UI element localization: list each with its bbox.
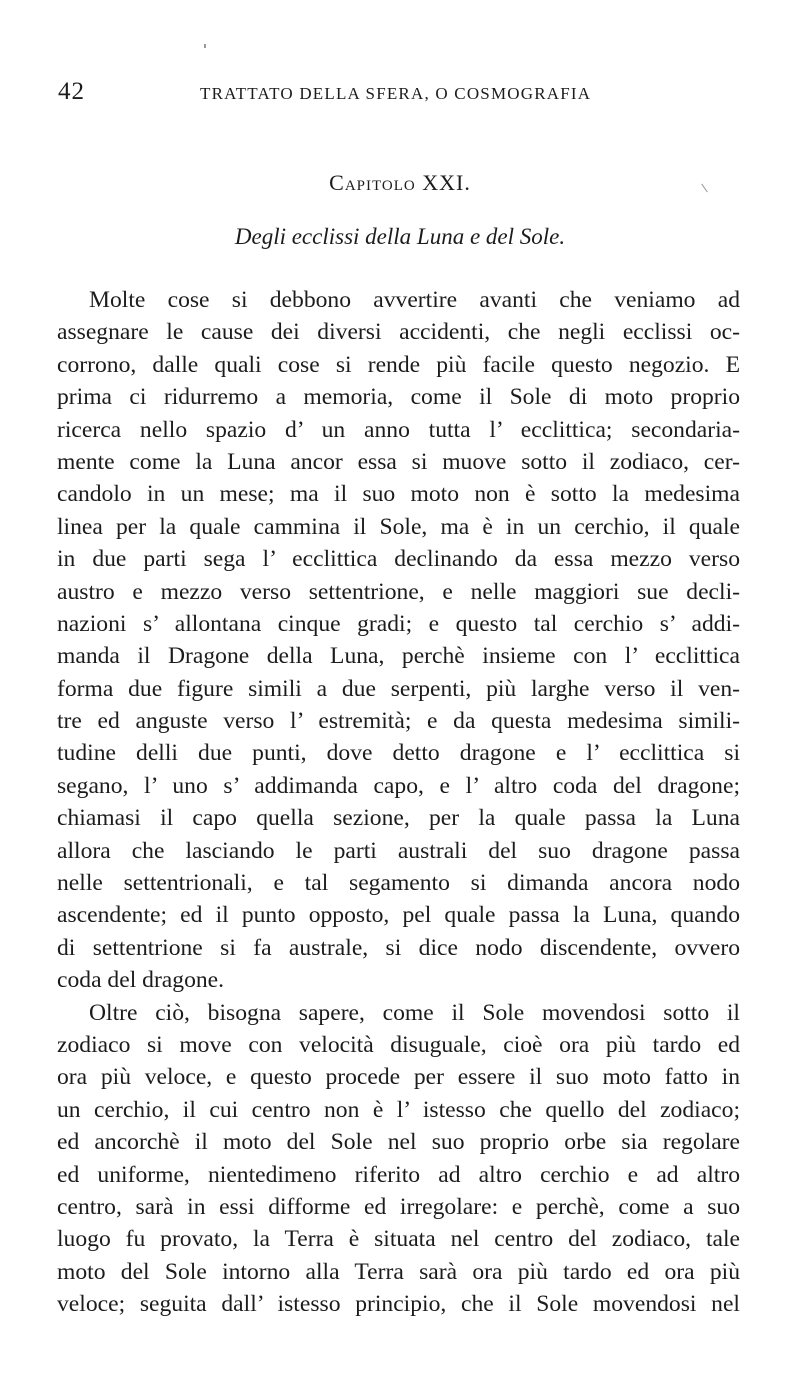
text-line: mente come la Luna ancor essa si muove sotto il zodiaco, cer-: [57, 448, 740, 475]
running-head: TRATTATO DELLA SFERA, O COSMOGRAFIA: [200, 84, 592, 103]
text-line: nelle settentrionali, e tal segamento si dimanda ancora nodo: [57, 870, 740, 897]
text-line: allora che lasciando le parti australi del suo dragone passa: [57, 837, 740, 864]
text-line: ascendente; ed il punto opposto, pel quale passa la Luna, quando: [57, 902, 740, 929]
text-line: ricerca nello spazio d’ un anno tutta l’ ecclittica; secondaria-: [57, 416, 740, 443]
text-line: zodiaco si move con velocità disuguale, cioè ora più tardo ed: [57, 1031, 740, 1058]
text-line: luogo fu provato, la Terra è situata nel centro del zodiaco, tale: [57, 1226, 740, 1253]
text-line: moto del Sole intorno alla Terra sarà ora più tardo ed ora più: [57, 1258, 740, 1285]
chapter-title: Capitolo XXI.: [329, 170, 471, 195]
text-line: forma due figure simili a due serpenti, più larghe verso il ven-: [57, 675, 740, 702]
text-line: tre ed anguste verso l’ estremità; e da questa medesima simili-: [57, 708, 740, 735]
text-line: segano, l’ uno s’ addimanda capo, e l’ altro coda del dragone;: [57, 772, 740, 799]
print-speck: [204, 44, 206, 48]
page-number: 42: [58, 78, 85, 105]
text-line: veloce; seguita dall’ istesso principio, che il Sole movendosi nel: [57, 1291, 740, 1318]
text-line: assegnare le cause dei diversi accidenti, che negli ecclissi oc-: [57, 319, 740, 346]
text-line: Oltre ciò, bisogna sapere, come il Sole movendosi sotto il: [89, 999, 740, 1026]
text-line: manda il Dragone della Luna, perchè insieme con l’ ecclittica: [57, 643, 740, 670]
text-line: un cerchio, il cui centro non è l’ istesso che quello del zodiaco;: [57, 1096, 740, 1123]
text-line: in due parti sega l’ ecclittica declinando da essa mezzo verso: [57, 546, 740, 573]
text-line: Molte cose si debbono avvertire avanti che veniamo ad: [89, 287, 740, 313]
text-line: corrono, dalle quali cose si rende più facile questo negozio. E: [57, 351, 740, 378]
body-text: [57, 284, 740, 1321]
text-line: centro, sarà in essi difforme ed irregolare: e perchè, come a suo: [57, 1193, 740, 1220]
text-line: tudine delli due punti, dove detto dragone e l’ ecclittica si: [57, 740, 740, 767]
text-line: coda del dragone.: [57, 967, 225, 994]
text-line: di settentrione si fa australe, si dice nodo discendente, ovvero: [57, 934, 740, 961]
text-line: chiamasi il capo quella sezione, per la quale passa la Luna: [57, 805, 740, 832]
text-line: austro e mezzo verso settentrione, e nelle maggiori sue decli-: [57, 578, 740, 605]
text-line: ora più veloce, e questo procede per essere il suo moto fatto in: [57, 1064, 740, 1091]
text-line: ed ancorchè il moto del Sole nel suo proprio orbe sia regolare: [57, 1129, 740, 1156]
text-line: ed uniforme, nientedimeno riferito ad altro cerchio e ad altro: [57, 1161, 740, 1188]
text-line: linea per la quale cammina il Sole, ma è in un cerchio, il quale: [57, 513, 740, 540]
text-line: nazioni s’ allontana cinque gradi; e questo tal cerchio s’ addi-: [57, 610, 740, 637]
text-line: candolo in un mese; ma il suo moto non è sotto la medesima: [57, 481, 740, 508]
chapter-subtitle: Degli ecclissi della Luna e del Sole.: [234, 224, 566, 249]
text-line: prima ci ridurremo a memoria, come il Sole di moto proprio: [57, 384, 740, 411]
